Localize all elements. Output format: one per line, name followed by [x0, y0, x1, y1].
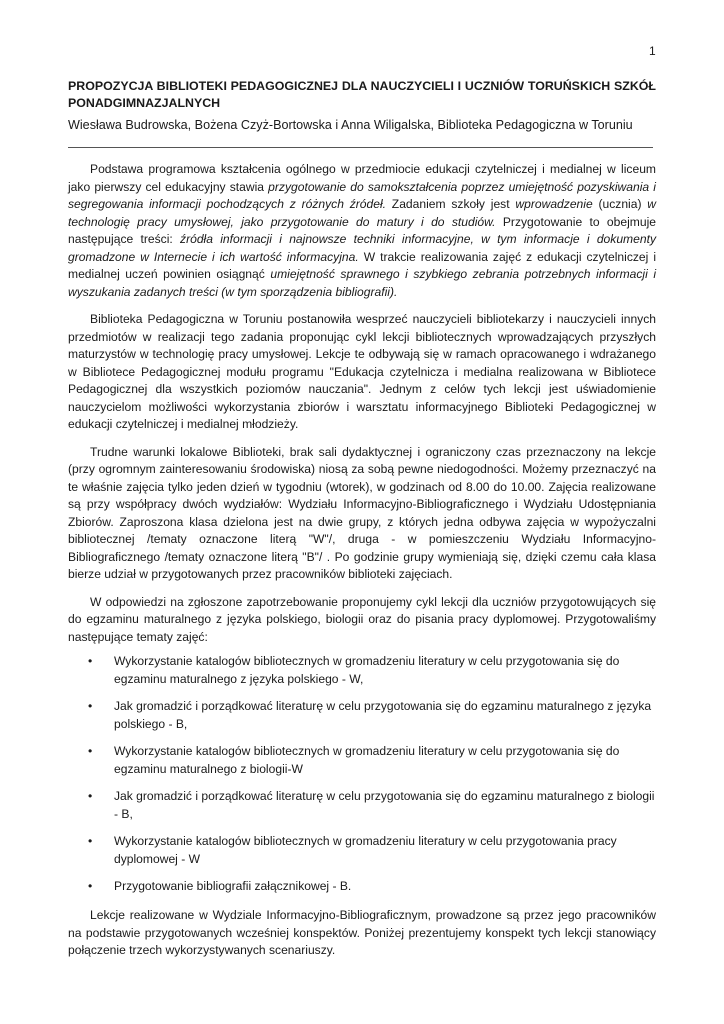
header-divider	[68, 147, 653, 148]
bullet-icon: •	[88, 879, 93, 893]
paragraph-2: Biblioteka Pedagogiczna w Toruniu postanowiła wesprzeć nauczycieli bibliotekarzy i nauczycieli innych przedmiotów w realizacji tego zadania proponując cykl lekcji bibliotecznych wprowadzających przyszłych maturzystów w technologię pracy umysłowej. Lekcje te odbywają się w ramach opracowanego i wdrażanego w Bibliotece Pedagogicznej modułu programu "Edukacja czytelnicza i medialna realizowana w Bibliotece Pedagogicznej dla wszystkich poziomów nauczania". Jednym z celów tych lekcji jest uświadomienie nauczycielom możliwości wykorzystania zbiorów i warsztatu informacyjnego Biblioteki Pedagogicznej w edukacji czytelniczej i medialnej młodzieży.	[68, 312, 656, 431]
list-item-text: Przygotowanie bibliografii załącznikowej - B.	[114, 879, 352, 893]
list-item-text: Wykorzystanie katalogów bibliotecznych w gromadzeniu literatury w celu przygotowania się do egzaminu maturalnego z biologii-W	[114, 744, 620, 776]
bullet-icon: •	[88, 789, 93, 803]
list-item	[68, 742, 656, 778]
italic-run: w technologię pracy umysłowej, jako przygotowanie do matury i do studiów.	[68, 197, 657, 229]
text-run: W trakcie realizowania zajęć z edukacji czytelniczej i medialnej uczeń powinien osiągnąć	[68, 249, 657, 281]
list-item	[68, 652, 656, 688]
list-item-text: Wykorzystanie katalogów bibliotecznych w gromadzeniu literatury w celu przygotowania się do egzaminu maturalnego z języka polskiego - W,	[114, 654, 620, 686]
document-title: PROPOZYCJA BIBLIOTEKI PEDAGOGICZNEJ DLA NAUCZYCIELI I UCZNIÓW TORUŃSKICH SZKÓŁ PONADGIMNAZJALNYCH	[68, 79, 656, 110]
list-item	[68, 697, 656, 733]
text-run: (ucznia)	[592, 197, 648, 211]
bullet-icon: •	[88, 744, 93, 758]
topics-list	[68, 652, 656, 895]
paragraph-4: W odpowiedzi na zgłoszone zapotrzebowanie proponujemy cykl lekcji dla uczniów przygotowujących się do egzaminu maturalnego z języka polskiego, biologii oraz do pisania pracy dyplomowej. Przygotowaliśmy następujące tematy zajęć:	[68, 594, 656, 644]
text-run: Przygotowanie to obejmuje następujące treści:	[68, 214, 656, 246]
list-item	[68, 877, 656, 895]
italic-run: źródła informacji i najnowsze techniki informacyjne, w tym informacje i dokumenty gromadzone w Internecie i ich wartość informacyjna.	[68, 232, 656, 264]
authors-line: Wiesława Budrowska, Bożena Czyż-Bortowska i Anna Wiligalska, Biblioteka Pedagogiczna w Toruniu	[68, 118, 633, 132]
text-run: Zadaniem szkoły jest	[386, 197, 516, 211]
text-run: Podstawa programowa kształcenia ogólnego w przedmiocie edukacji czytelniczej i medialnej w liceum jako pierwszy cel edukacyjny stawia	[68, 162, 656, 194]
italic-run: wprowadzenie	[515, 197, 593, 211]
bullet-icon: •	[88, 654, 93, 668]
list-item	[68, 787, 656, 823]
italic-run: przygotowanie do samokształcenia poprzez umiejętność pozyskiwania i segregowania informacji pochodzących z różnych źródeł.	[68, 179, 656, 211]
list-item	[68, 832, 656, 868]
paragraph-3: Trudne warunki lokalowe Biblioteki, brak sali dydaktycznej i ograniczony czas przeznaczony na lekcje (przy ogromnym zainteresowaniu środowiska) niosą za sobą pewne niedogodności. Możemy przeznaczyć na te właśnie zajęcia tylko jeden dzień w tygodniu (wtorek), w godzinach od 8.00 do 10.00. Zajęcia realizowane są przy współpracy dwóch wydziałów: Wydziału Informacyjno-Bibliograficznego i Wydziału Udostępniania Zbiorów. Zaproszona klasa dzielona jest na dwie grupy, z których jedna odbywa zajęcia w wypożyczalni bibliotecznej /tematy oznaczone literą "W"/, druga - w pomieszczeniu Wydziału Informacyjno-Bibliograficznego /tematy oznaczone literą "B"/ . Po godzinie grupy wymieniają się, dzięki czemu cała klasa bierze udział w przygotowanych przez pracowników biblioteki zajęciach.	[68, 444, 656, 581]
bullet-icon: •	[88, 834, 93, 848]
page-number: 1	[649, 44, 656, 58]
list-item-text: Wykorzystanie katalogów bibliotecznych w gromadzeniu literatury w celu przygotowania pracy dyplomowej - W	[114, 834, 617, 866]
list-item-text: Jak gromadzić i porządkować literaturę w celu przygotowania się do egzaminu maturalnego z języka polskiego - B,	[114, 699, 652, 731]
bullet-icon: •	[88, 699, 93, 713]
italic-run: umiejętność sprawnego i szybkiego zebrania potrzebnych informacji i wyszukania zadanych treści (w tym sporządzenia bibliografii).	[68, 267, 657, 299]
paragraph-5: Lekcje realizowane w Wydziale Informacyjno-Bibliograficznym, prowadzone są przez jego pracowników na podstawie przygotowanych wcześniej konspektów. Poniżej prezentujemy konspekt tych lekcji stanowiący połączenie trzech wykorzystywanych scenariuszy.	[68, 908, 656, 957]
document-header	[68, 78, 656, 134]
list-item-text: Jak gromadzić i porządkować literaturę w celu przygotowania się do egzaminu maturalnego z biologii - B,	[114, 789, 655, 821]
document-body	[68, 161, 656, 970]
paragraph-1	[68, 161, 656, 301]
